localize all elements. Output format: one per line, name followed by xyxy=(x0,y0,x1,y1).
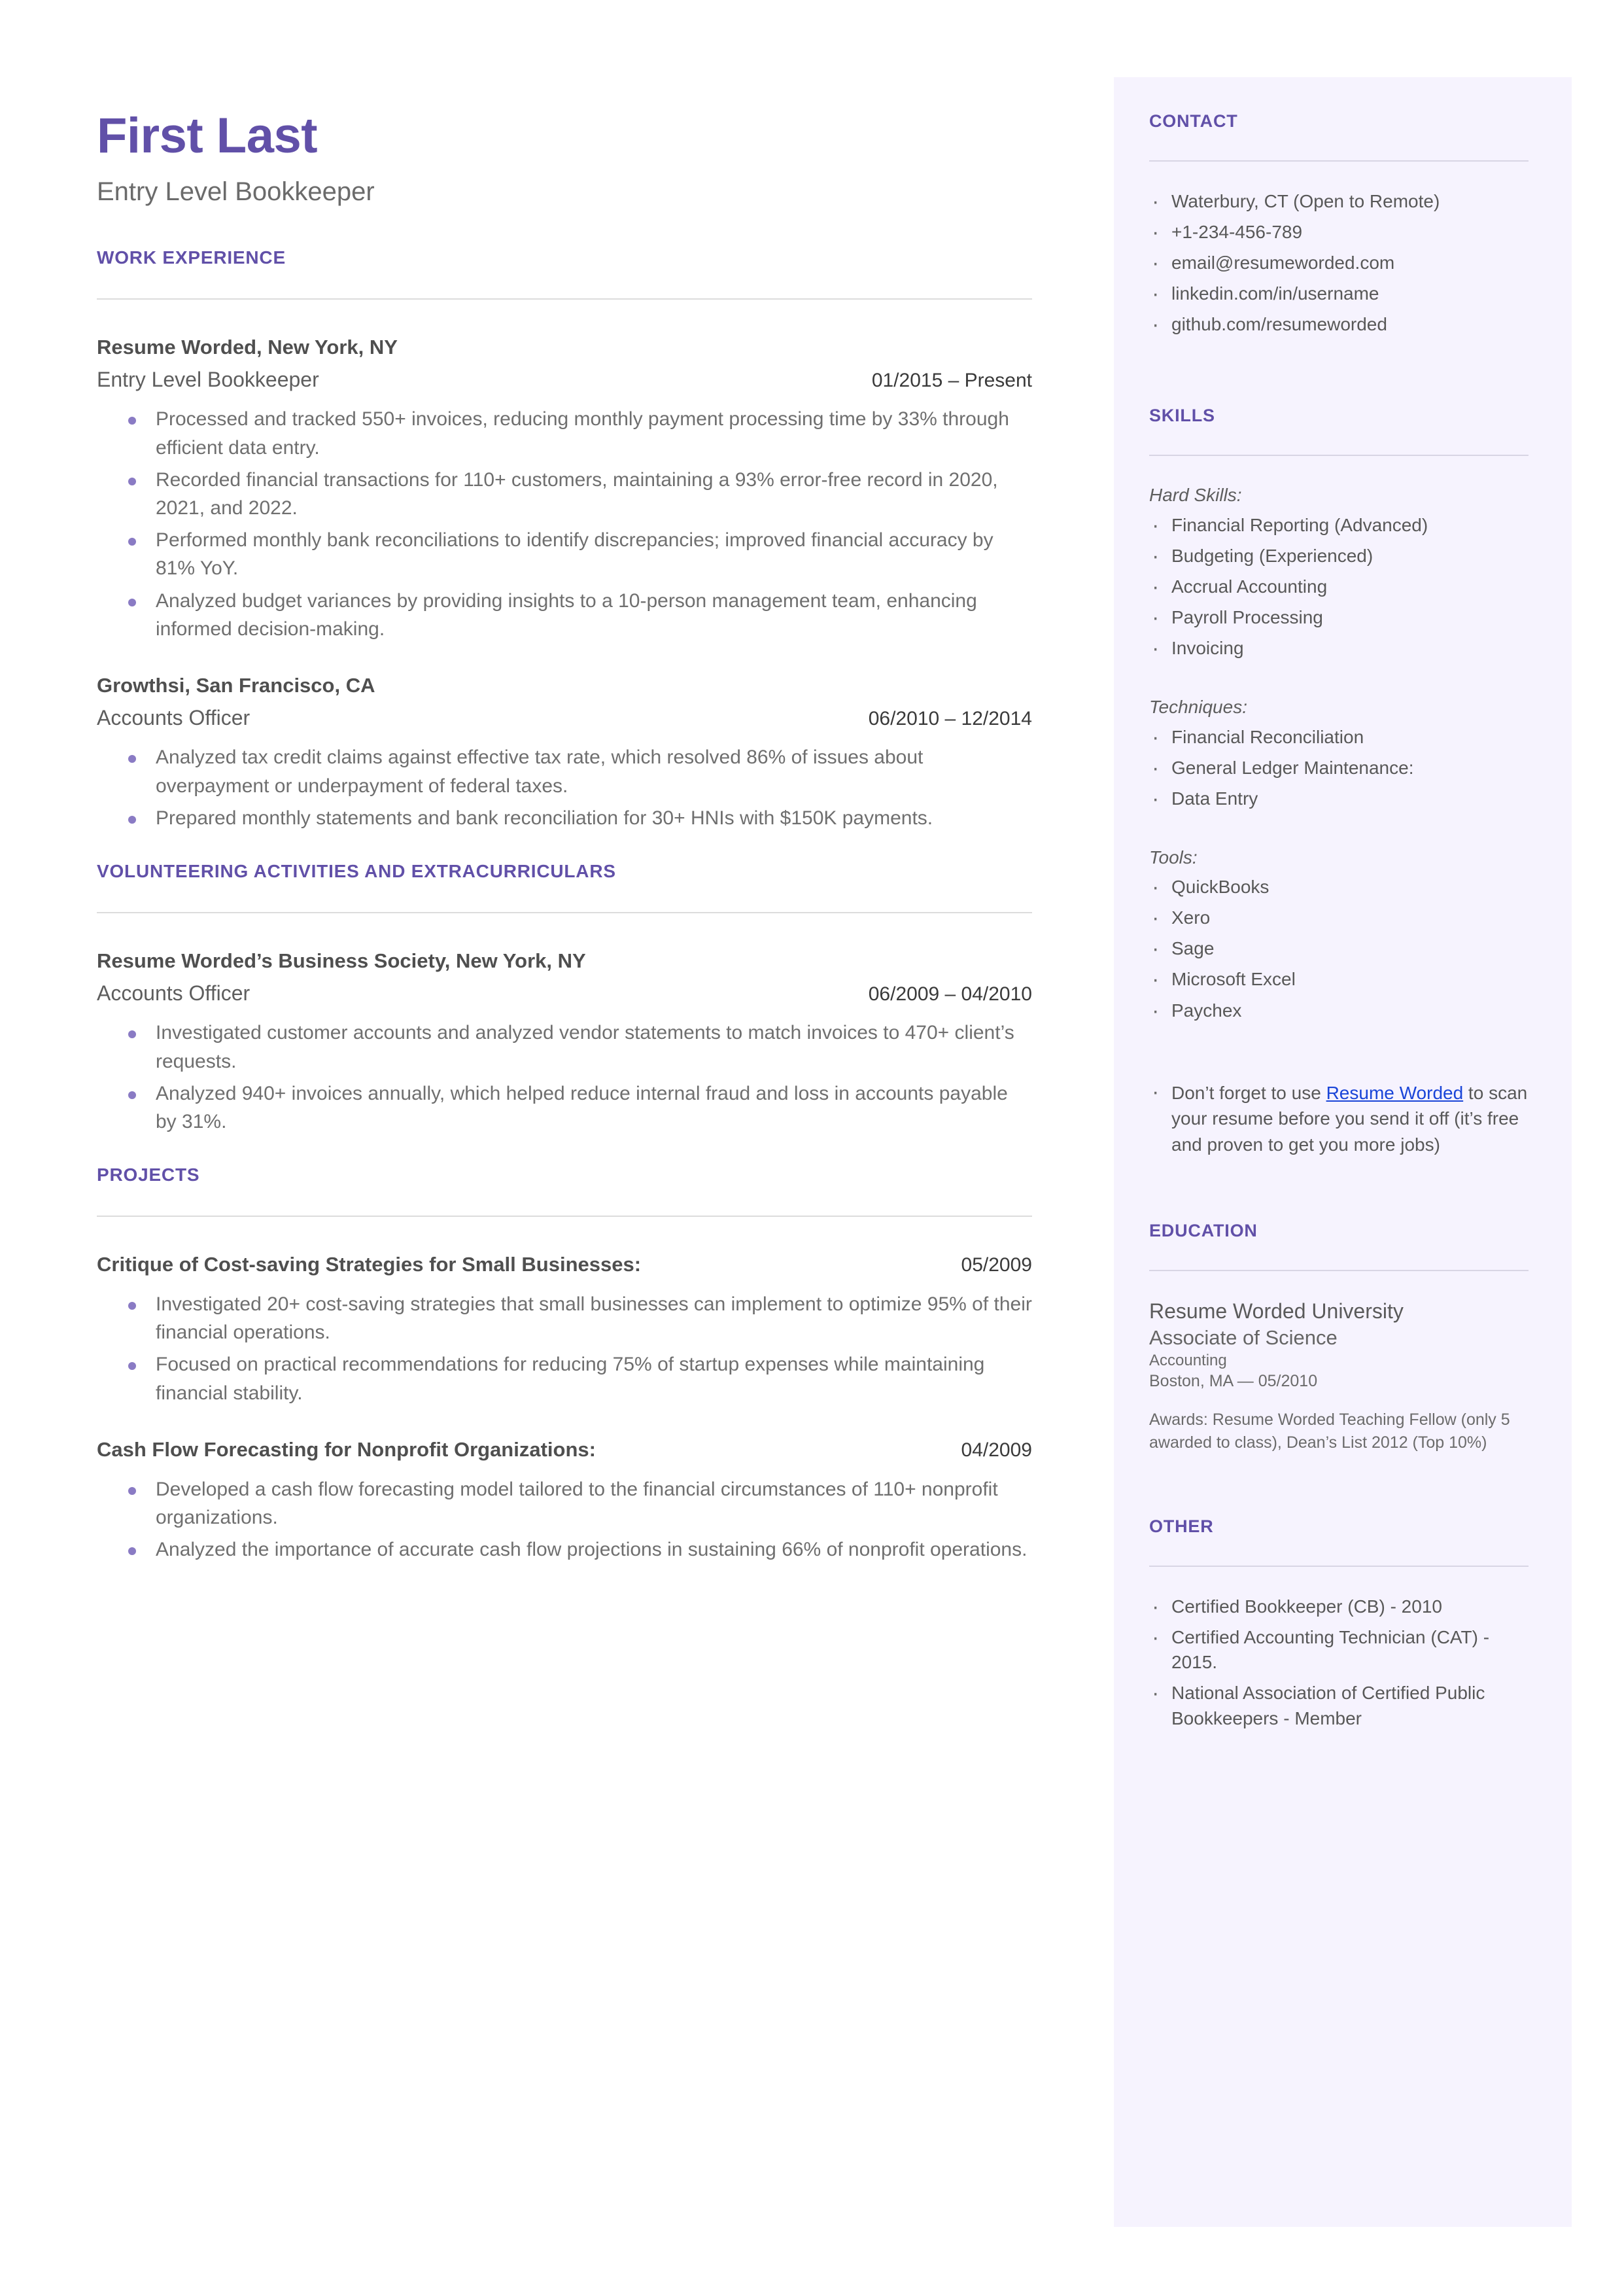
list-item: Developed a cash flow forecasting model tailored to the financial circumstances of 110+ nonprofit organizations. xyxy=(97,1475,1032,1532)
main-column xyxy=(97,108,1032,1592)
section-divider-volunteering xyxy=(97,912,1032,913)
resume-worded-promo-note xyxy=(1149,1080,1529,1158)
project-entry-date: 04/2009 xyxy=(961,1439,1032,1461)
list-item: Analyzed tax credit claims against effective tax rate, which resolved 86% of issues about overpayment or underpayment of federal taxes. xyxy=(97,743,1032,799)
list-item: · Certified Accounting Technician (CAT) - 2015. xyxy=(1149,1625,1529,1675)
sidebar xyxy=(1149,111,1529,1737)
work-entry xyxy=(97,672,1032,832)
list-item: · Accrual Accounting xyxy=(1149,574,1529,599)
section-heading-work-experience: WORK EXPERIENCE xyxy=(97,247,286,268)
section-divider-work-experience xyxy=(97,298,1032,300)
volunteering-entry-org: Resume Worded’s Business Society, New York, NY xyxy=(97,949,586,972)
list-item: · Paychex xyxy=(1149,998,1529,1023)
list-item: Focused on practical recommendations for reducing 75% of startup expenses while maintaining financial stability. xyxy=(97,1350,1032,1407)
list-item: Analyzed budget variances by providing insights to a 10-person management team, enhancing informed decision-making. xyxy=(97,587,1032,643)
contact-item-location: · Waterbury, CT (Open to Remote) xyxy=(1149,189,1529,214)
spacer xyxy=(1149,1454,1529,1516)
contact-item-email[interactable]: · email@resumeworded.com xyxy=(1149,251,1529,275)
section-heading-projects: PROJECTS xyxy=(97,1165,200,1185)
skills-list-techniques xyxy=(1149,725,1529,811)
list-item: Analyzed the importance of accurate cash flow projections in sustaining 66% of nonprofit operations. xyxy=(97,1535,1032,1564)
education-location-date: Boston, MA — 05/2010 xyxy=(1149,1371,1318,1390)
project-entry-meta xyxy=(97,1436,1032,1463)
work-entry-bullets xyxy=(97,405,1032,643)
section-divider-projects xyxy=(97,1216,1032,1217)
list-item: · General Ledger Maintenance: xyxy=(1149,756,1529,780)
list-item: Investigated customer accounts and analyzed vendor statements to match invoices to 470+ client’s requests. xyxy=(97,1019,1032,1075)
sidebar-divider-contact xyxy=(1149,160,1529,162)
work-entry-meta xyxy=(97,705,1032,732)
candidate-role: Entry Level Bookkeeper xyxy=(97,177,375,206)
education-awards: Awards: Resume Worded Teaching Fellow (only 5 awarded to class), Dean’s List 2012 (Top 10%) xyxy=(1149,1410,1510,1452)
project-entry-name: Critique of Cost-saving Strategies for Small Businesses: xyxy=(97,1253,642,1276)
list-item: · Sage xyxy=(1149,936,1529,961)
volunteering-entry-role: Accounts Officer xyxy=(97,981,251,1005)
contact-item-phone[interactable]: · +1-234-456-789 xyxy=(1149,220,1529,245)
list-item: Performed monthly bank reconciliations to identify discrepancies; improved financial accuracy by 81% YoY. xyxy=(97,526,1032,582)
education-degree: Associate of Science xyxy=(1149,1325,1338,1349)
work-entry xyxy=(97,334,1032,643)
project-entry-meta xyxy=(97,1251,1032,1278)
contact-item-github[interactable]: · github.com/resumeworded xyxy=(1149,312,1529,337)
list-item: · QuickBooks xyxy=(1149,875,1529,900)
project-entry xyxy=(97,1436,1032,1564)
list-item: Prepared monthly statements and bank reconciliation for 30+ HNIs with $150K payments. xyxy=(97,804,1032,832)
spacer xyxy=(1149,667,1529,695)
list-item: · Data Entry xyxy=(1149,786,1529,811)
project-entry-bullets xyxy=(97,1475,1032,1564)
promo-note-prefix: Don’t forget to use xyxy=(1171,1082,1326,1103)
volunteering-entry-date: 06/2009 – 04/2010 xyxy=(868,983,1032,1005)
list-item: Investigated 20+ cost-saving strategies that small businesses can implement to optimize 95% of their financial operations. xyxy=(97,1290,1032,1346)
work-entry-role: Accounts Officer xyxy=(97,705,251,729)
list-item: · Certified Bookkeeper (CB) - 2010 xyxy=(1149,1594,1529,1619)
work-entry-org: Growthsi, San Francisco, CA xyxy=(97,673,375,697)
sidebar-divider-other xyxy=(1149,1566,1529,1567)
promo-note-suffix: to scan your resume before you send it off (it’s free and proven to get you more jobs) xyxy=(1171,1082,1528,1155)
sidebar-heading-contact: CONTACT xyxy=(1149,111,1238,131)
list-item: · Microsoft Excel xyxy=(1149,967,1529,992)
spacer xyxy=(1149,1029,1529,1080)
contact-item-linkedin[interactable]: · linkedin.com/in/username xyxy=(1149,281,1529,306)
work-entry-date: 01/2015 – Present xyxy=(871,369,1032,391)
project-entry-name: Cash Flow Forecasting for Nonprofit Organizations: xyxy=(97,1437,596,1461)
list-item: · Payroll Processing xyxy=(1149,605,1529,630)
contact-list xyxy=(1149,189,1529,337)
skills-list-tools xyxy=(1149,875,1529,1023)
work-entry-org: Resume Worded, New York, NY xyxy=(97,336,398,359)
sidebar-divider-education xyxy=(1149,1270,1529,1271)
skills-group-label-techniques: Techniques: xyxy=(1149,697,1247,718)
work-entry-role: Entry Level Bookkeeper xyxy=(97,367,319,391)
list-item: · Xero xyxy=(1149,905,1529,930)
project-entry-bullets xyxy=(97,1290,1032,1407)
education-school: Resume Worded University xyxy=(1149,1299,1404,1323)
list-item: Analyzed 940+ invoices annually, which helped reduce internal fraud and loss in accounts payable by 31%. xyxy=(97,1079,1032,1136)
section-heading-volunteering: VOLUNTEERING ACTIVITIES AND EXTRACURRICULARS xyxy=(97,860,616,881)
list-item: · Financial Reporting (Advanced) xyxy=(1149,513,1529,538)
list-item: Recorded financial transactions for 110+ customers, maintaining a 93% error-free record in 2020, 2021, and 2022. xyxy=(97,466,1032,522)
other-list xyxy=(1149,1594,1529,1730)
spacer xyxy=(1149,343,1529,406)
sidebar-heading-other: OTHER xyxy=(1149,1516,1214,1537)
list-item: · Invoicing xyxy=(1149,636,1529,661)
work-entry-bullets xyxy=(97,743,1032,832)
sidebar-divider-skills xyxy=(1149,455,1529,456)
list-item: · Financial Reconciliation xyxy=(1149,725,1529,750)
resume-worded-link[interactable]: Resume Worded xyxy=(1326,1082,1464,1103)
sidebar-heading-education: EDUCATION xyxy=(1149,1220,1258,1240)
list-item: Processed and tracked 550+ invoices, reducing monthly payment processing time by 33% through efficient data entry. xyxy=(97,405,1032,461)
volunteering-entry-meta xyxy=(97,980,1032,1007)
volunteering-entry-bullets xyxy=(97,1019,1032,1136)
work-entry-meta xyxy=(97,366,1032,394)
project-entry-date: 05/2009 xyxy=(961,1254,1032,1276)
work-entry-date: 06/2010 – 12/2014 xyxy=(868,707,1032,729)
sidebar-heading-skills: SKILLS xyxy=(1149,406,1215,426)
project-entry xyxy=(97,1251,1032,1407)
skills-group-label-hard-skills: Hard Skills: xyxy=(1149,485,1242,506)
education-field: Accounting xyxy=(1149,1351,1227,1369)
skills-list-hard-skills xyxy=(1149,513,1529,661)
list-item: · Budgeting (Experienced) xyxy=(1149,544,1529,569)
list-item: · National Association of Certified Public Bookkeepers - Member xyxy=(1149,1681,1529,1730)
skills-group-label-tools: Tools: xyxy=(1149,847,1198,867)
candidate-name: First Last xyxy=(97,108,318,164)
spacer xyxy=(1149,817,1529,846)
volunteering-entry xyxy=(97,947,1032,1136)
spacer xyxy=(1149,1158,1529,1221)
